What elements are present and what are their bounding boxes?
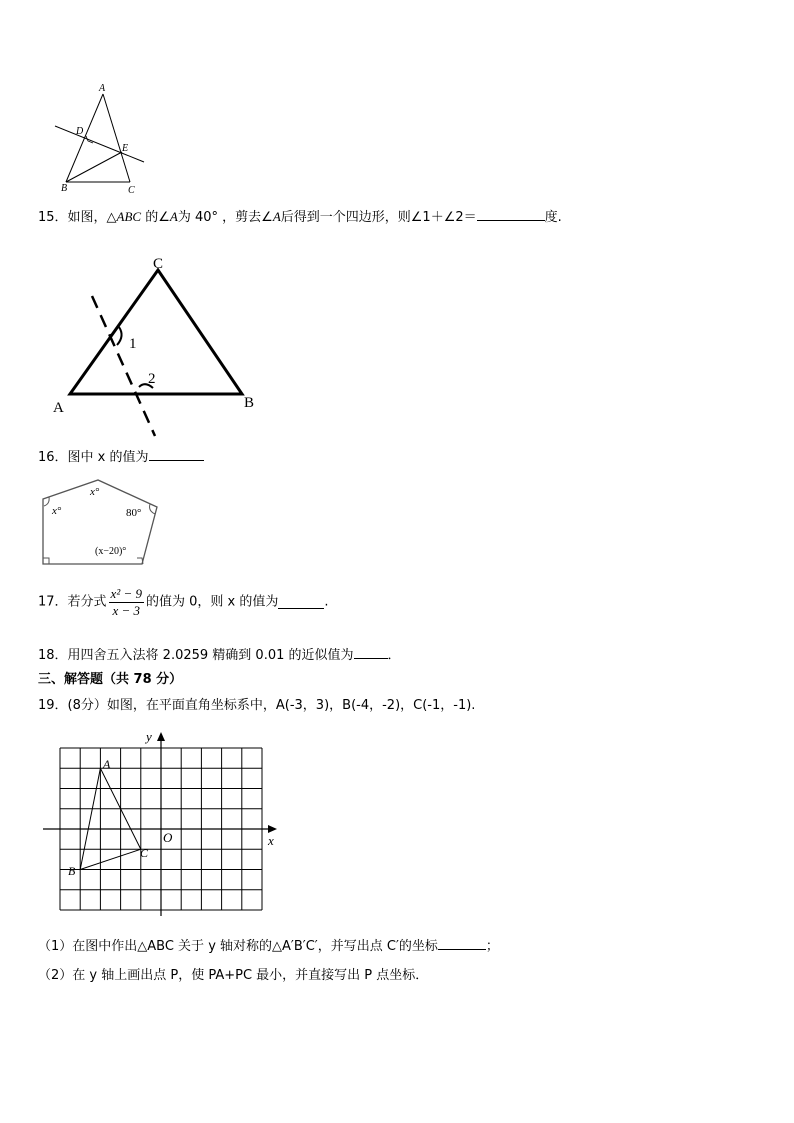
label-c: C [153,256,164,272]
y-axis-arrow [157,732,165,741]
angle-1-label: 1 [129,336,137,352]
question-19: 19．(8分）如图，在平面直角坐标系中，A(-3，3)，B(-4，-2)，C(-1，-1). [38,698,476,713]
label-a: A [53,400,64,416]
question-18: 18．用四舍五入法将 2.0259 精确到 0.01 的近似值为 ． [38,648,401,663]
answer-blank[interactable] [278,596,324,609]
figure-15-triangle [45,250,275,440]
fraction: $\frac{\text{x² − 9}}{x - 3}$ [110,586,142,618]
label-e: E [122,143,129,154]
answer-blank[interactable] [438,937,486,950]
point-b-label: B [68,864,76,878]
question-16: 16．图中 x 的值为 [38,448,204,466]
triangle-abc [80,768,141,869]
coordinate-grid-figure [40,728,285,916]
top-angle-label: x° [90,486,100,498]
question-19-part-2: （2）在 y 轴上画出点 P，使 PA+PC 最小，并直接写出 P 点坐标． [38,968,429,983]
origin-label: O [163,830,173,845]
figure-14-triangle [50,78,150,198]
answer-blank[interactable] [149,448,204,461]
right-angle-label: 80° [126,507,142,519]
label-c: C [128,185,135,196]
label-a: A [99,83,106,94]
label-d: D [76,126,84,137]
question-15: 15．如图，△ABC 的∠A为 40° ，剪去∠A后得到一个四边形，则∠1＋∠2＝ 度. [38,209,562,225]
y-axis-label: y [146,729,152,744]
left-angle-label: x° [52,505,62,517]
bottom-angle-label: (x−20)° [95,546,127,557]
point-a-label: A [103,757,111,771]
answer-blank[interactable] [477,208,545,221]
section-title: 三、解答题（共 78 分） [38,672,183,687]
label-b: B [244,395,255,411]
answer-blank[interactable] [354,646,388,659]
label-b: B [61,183,68,194]
question-19-part-1: （1）在图中作出△ABC 关于 y 轴对称的△A′B′C′，并写出点 C′的坐标 ； [38,939,499,954]
point-c-label: C [140,846,149,860]
x-axis-label: x [268,833,274,848]
angle-2-label: 2 [148,371,156,387]
x-axis-arrow [268,825,277,833]
question-17: 17．若分式 $\frac{\text{x² − 9}}{x - 3}$ 的值为 0，则 x 的值为 . [38,586,329,618]
figure-16-pentagon [38,474,163,574]
